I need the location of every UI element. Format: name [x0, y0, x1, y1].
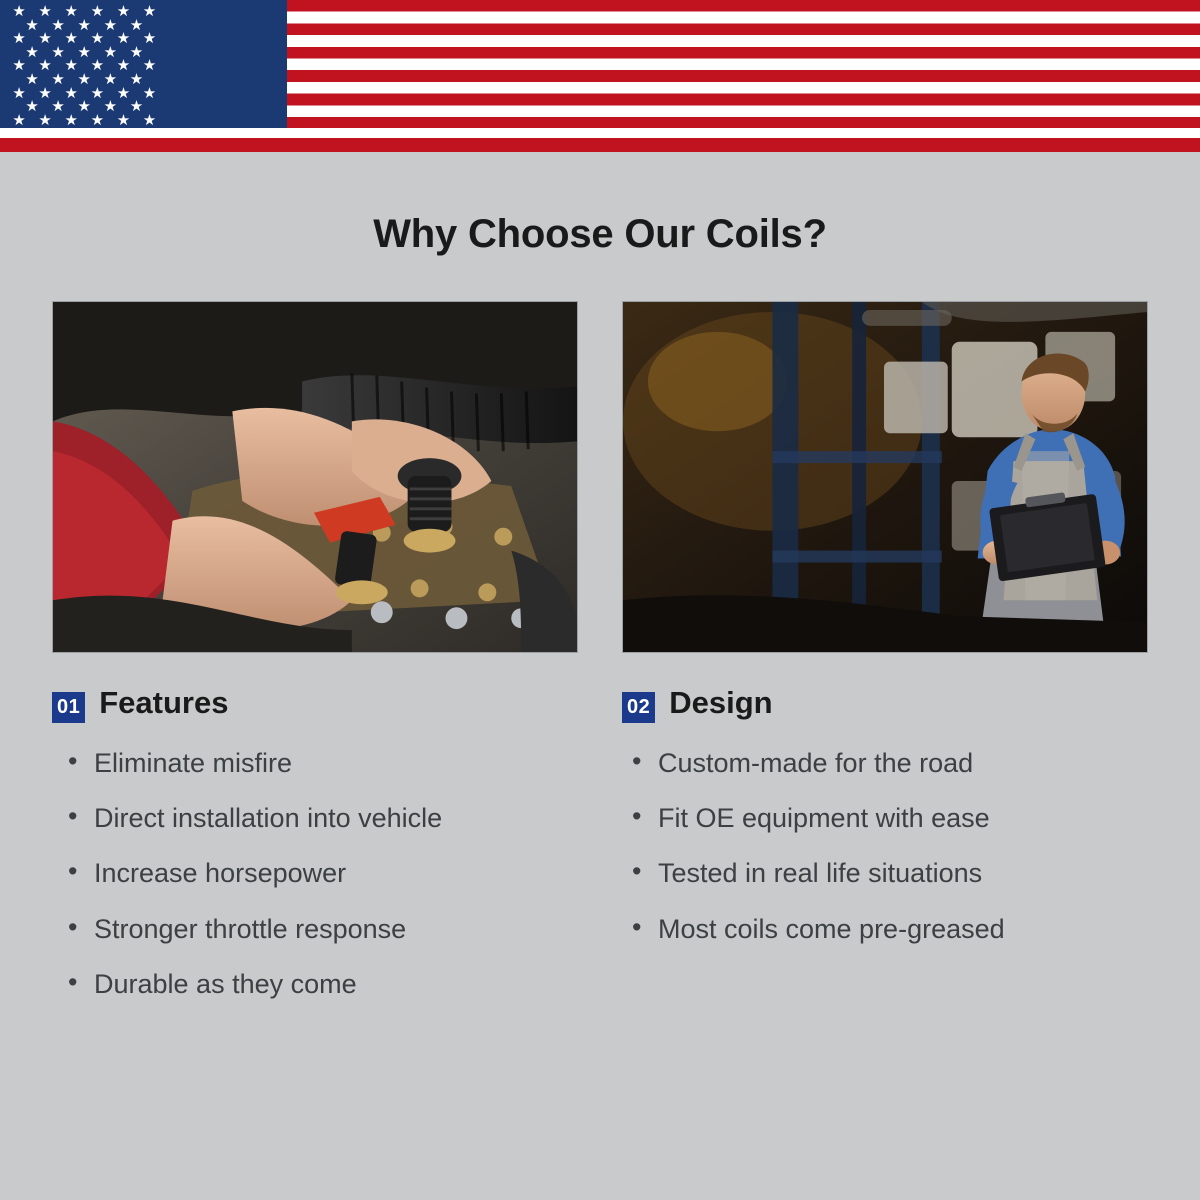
- star-icon: ★: [25, 16, 39, 34]
- star-icon: ★: [64, 111, 78, 128]
- feature-columns: [52, 301, 1148, 1021]
- star-icon: ★: [51, 71, 65, 88]
- star-icon: ★: [25, 71, 39, 88]
- star-icon: ★: [38, 57, 52, 75]
- features-heading: [52, 685, 578, 723]
- flag-bottom-white-stripe: [0, 128, 1200, 138]
- star-icon: ★: [38, 84, 52, 102]
- star-icon: ★: [90, 84, 105, 102]
- usa-flag-banner: [0, 0, 1200, 152]
- star-icon: ★: [25, 43, 39, 61]
- star-icon: ★: [103, 16, 118, 34]
- star-icon: ★: [64, 30, 78, 48]
- list-item: • Increase horsepower: [52, 855, 578, 891]
- list-item: • Direct installation into vehicle: [52, 800, 578, 836]
- star-icon: ★: [129, 16, 144, 34]
- star-icon: ★: [90, 30, 105, 48]
- star-icon: ★: [90, 57, 105, 75]
- star-icon: ★: [129, 98, 144, 116]
- star-icon: ★: [12, 111, 26, 128]
- features-bullet-list: [52, 745, 578, 1002]
- star-icon: ★: [90, 111, 105, 128]
- design-photo: [622, 301, 1148, 653]
- star-icon: ★: [142, 3, 157, 20]
- design-title: Design: [669, 685, 773, 720]
- star-icon: ★: [103, 71, 118, 88]
- feature-column-design: [622, 301, 1148, 1021]
- star-icon: ★: [116, 57, 131, 75]
- list-item: • Most coils come pre-greased: [622, 911, 1148, 947]
- star-icon: ★: [103, 43, 118, 61]
- list-item: • Custom-made for the road: [622, 745, 1148, 781]
- star-icon: ★: [129, 71, 144, 88]
- flag-star-row: [6, 113, 281, 128]
- design-bullet-list: [622, 745, 1148, 947]
- star-icon: ★: [38, 30, 52, 48]
- list-item: • Tested in real life situations: [622, 855, 1148, 891]
- list-item: • Fit OE equipment with ease: [622, 800, 1148, 836]
- star-icon: ★: [90, 3, 105, 20]
- star-icon: ★: [64, 84, 78, 102]
- flag-canton: [0, 0, 287, 128]
- star-icon: ★: [77, 16, 91, 34]
- star-icon: ★: [38, 111, 52, 128]
- star-icon: ★: [12, 84, 26, 102]
- star-icon: ★: [77, 71, 91, 88]
- design-heading: [622, 685, 1148, 723]
- feature-column-features: [52, 301, 578, 1021]
- star-icon: ★: [64, 3, 78, 20]
- star-icon: ★: [116, 3, 131, 20]
- star-icon: ★: [38, 3, 52, 20]
- star-icon: ★: [77, 98, 91, 116]
- star-icon: ★: [51, 16, 65, 34]
- content-area: [0, 212, 1200, 1021]
- features-number-badge: 01: [52, 692, 85, 723]
- star-icon: ★: [103, 98, 118, 116]
- star-icon: ★: [51, 43, 65, 61]
- star-icon: ★: [25, 98, 39, 116]
- star-icon: ★: [51, 98, 65, 116]
- star-icon: ★: [116, 111, 131, 128]
- design-number-badge: 02: [622, 692, 655, 723]
- star-icon: ★: [142, 30, 157, 48]
- star-icon: ★: [12, 30, 26, 48]
- features-title: Features: [99, 685, 229, 720]
- star-icon: ★: [116, 84, 131, 102]
- list-item: • Durable as they come: [52, 966, 578, 1002]
- star-icon: ★: [12, 57, 26, 75]
- page-title: Why Choose Our Coils?: [373, 212, 827, 256]
- list-item: • Stronger throttle response: [52, 911, 578, 947]
- star-icon: ★: [142, 57, 157, 75]
- flag-bottom-red-stripe: [0, 138, 1200, 152]
- star-icon: ★: [77, 43, 91, 61]
- star-icon: ★: [64, 57, 78, 75]
- star-icon: ★: [116, 30, 131, 48]
- star-icon: ★: [142, 84, 157, 102]
- features-photo: [52, 301, 578, 653]
- star-icon: ★: [142, 111, 157, 128]
- star-icon: ★: [129, 43, 144, 61]
- star-icon: ★: [12, 3, 26, 20]
- list-item: • Eliminate misfire: [52, 745, 578, 781]
